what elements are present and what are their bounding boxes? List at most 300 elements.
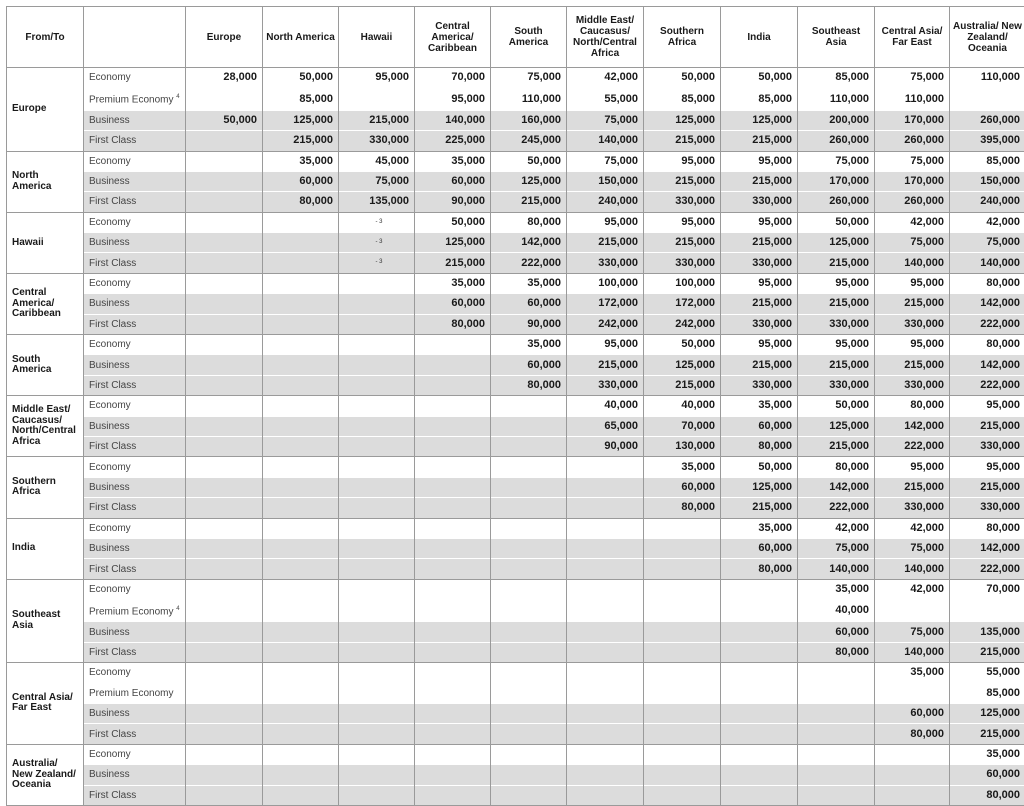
miles-value <box>644 642 721 662</box>
miles-value: 85,000 <box>950 151 1024 171</box>
miles-value: 170,000 <box>798 171 875 191</box>
miles-value: 35,000 <box>798 579 875 599</box>
cabin-class-label: Economy <box>89 217 131 228</box>
miles-value: 95,000 <box>721 212 798 232</box>
table-row <box>7 192 1024 212</box>
origin-region: Hawaii <box>7 212 84 273</box>
miles-value: 140,000 <box>950 253 1024 273</box>
miles-value <box>186 498 263 518</box>
destination-header: South America <box>491 7 567 68</box>
miles-value <box>339 724 415 744</box>
miles-value <box>186 663 263 683</box>
miles-value: 170,000 <box>875 171 950 191</box>
miles-value: 260,000 <box>875 131 950 151</box>
miles-value: 42,000 <box>875 212 950 232</box>
miles-value: 75,000 <box>491 68 567 88</box>
miles-value: 125,000 <box>950 703 1024 723</box>
miles-value <box>491 724 567 744</box>
cabin-class-label: Business <box>89 627 130 638</box>
miles-value: 330,000 <box>798 375 875 395</box>
cabin-class <box>84 233 186 253</box>
miles-value: 330,000 <box>721 192 798 212</box>
miles-value: 215,000 <box>263 131 339 151</box>
corner-header: From/To <box>7 7 84 68</box>
cabin-class-label: First Class <box>89 319 136 330</box>
table-row <box>7 253 1024 273</box>
miles-value: 90,000 <box>415 192 491 212</box>
miles-value: 35,000 <box>415 273 491 293</box>
miles-value: 142,000 <box>950 538 1024 558</box>
miles-value <box>721 703 798 723</box>
miles-value: 85,000 <box>798 68 875 88</box>
miles-value <box>263 559 339 579</box>
destination-header: India <box>721 7 798 68</box>
miles-value <box>263 396 339 416</box>
miles-value <box>186 396 263 416</box>
miles-value: 172,000 <box>567 294 644 314</box>
miles-value <box>415 477 491 497</box>
cabin-class-label: First Class <box>89 135 136 146</box>
miles-value: 75,000 <box>798 151 875 171</box>
miles-value: 140,000 <box>567 131 644 151</box>
miles-value: 75,000 <box>875 151 950 171</box>
miles-value <box>491 477 567 497</box>
miles-value <box>186 273 263 293</box>
cabin-class <box>84 538 186 558</box>
miles-value: 55,000 <box>567 88 644 110</box>
miles-value: 40,000 <box>567 396 644 416</box>
miles-value: 215,000 <box>415 253 491 273</box>
miles-value: 225,000 <box>415 131 491 151</box>
miles-value: 75,000 <box>875 233 950 253</box>
cabin-class <box>84 88 186 110</box>
miles-value: 80,000 <box>491 212 567 232</box>
cabin-class <box>84 314 186 334</box>
miles-value <box>263 663 339 683</box>
miles-value: 215,000 <box>875 294 950 314</box>
table-row <box>7 396 1024 416</box>
miles-value <box>339 375 415 395</box>
table-row <box>7 579 1024 599</box>
miles-value: 330,000 <box>721 375 798 395</box>
miles-value <box>186 212 263 232</box>
cabin-class-label: Business <box>89 543 130 554</box>
miles-value <box>491 416 567 436</box>
table-row <box>7 233 1024 253</box>
miles-value: 75,000 <box>875 622 950 642</box>
miles-value <box>567 477 644 497</box>
miles-value: 85,000 <box>644 88 721 110</box>
miles-value <box>415 724 491 744</box>
miles-value: 142,000 <box>950 355 1024 375</box>
cabin-class-label: Business <box>89 708 130 719</box>
destination-header: Europe <box>186 7 263 68</box>
miles-value: 75,000 <box>875 68 950 88</box>
miles-value: 50,000 <box>415 212 491 232</box>
cabin-class-label: Business <box>89 482 130 493</box>
miles-value: 35,000 <box>721 396 798 416</box>
table-row <box>7 151 1024 171</box>
cabin-class <box>84 436 186 456</box>
cabin-class-label: First Class <box>89 647 136 658</box>
miles-value: 215,000 <box>875 477 950 497</box>
miles-value <box>263 212 339 232</box>
miles-value: 80,000 <box>798 642 875 662</box>
destination-header: Central America/ Caribbean <box>415 7 491 68</box>
miles-value <box>339 396 415 416</box>
miles-value <box>415 744 491 764</box>
miles-value <box>186 131 263 151</box>
miles-value: - 3 <box>339 212 415 232</box>
miles-value: 142,000 <box>491 233 567 253</box>
miles-value <box>798 683 875 703</box>
destination-header: Central Asia/ Far East <box>875 7 950 68</box>
miles-value: 110,000 <box>491 88 567 110</box>
miles-value <box>339 477 415 497</box>
cabin-class <box>84 294 186 314</box>
miles-value: 42,000 <box>567 68 644 88</box>
miles-value: 95,000 <box>567 335 644 355</box>
miles-value <box>339 436 415 456</box>
cabin-class <box>84 396 186 416</box>
miles-value: 60,000 <box>950 765 1024 785</box>
miles-value: 95,000 <box>567 212 644 232</box>
miles-value: 95,000 <box>798 335 875 355</box>
cabin-class <box>84 498 186 518</box>
miles-value: 75,000 <box>339 171 415 191</box>
miles-value <box>491 622 567 642</box>
miles-value: 140,000 <box>798 559 875 579</box>
miles-value <box>263 436 339 456</box>
miles-value <box>721 765 798 785</box>
miles-value: 242,000 <box>567 314 644 334</box>
miles-value <box>644 579 721 599</box>
miles-value <box>186 477 263 497</box>
table-row <box>7 622 1024 642</box>
miles-value: 95,000 <box>644 212 721 232</box>
miles-value <box>263 724 339 744</box>
miles-value <box>567 703 644 723</box>
miles-value <box>263 785 339 805</box>
miles-value <box>186 355 263 375</box>
miles-value <box>263 457 339 477</box>
cabin-class-label: Economy <box>89 72 131 83</box>
miles-value: 215,000 <box>950 642 1024 662</box>
miles-value: 42,000 <box>875 518 950 538</box>
miles-value: 80,000 <box>491 375 567 395</box>
cabin-class-label: Economy <box>89 667 131 678</box>
cabin-class <box>84 375 186 395</box>
miles-value <box>491 765 567 785</box>
miles-value <box>186 744 263 764</box>
miles-value: 80,000 <box>644 498 721 518</box>
table-row <box>7 171 1024 191</box>
miles-value: 50,000 <box>798 212 875 232</box>
cabin-class-label: Economy <box>89 749 131 760</box>
miles-value <box>339 663 415 683</box>
cabin-class-label: First Class <box>89 258 136 269</box>
cabin-class-label: First Class <box>89 564 136 575</box>
miles-value <box>644 683 721 703</box>
miles-value <box>721 683 798 703</box>
miles-value <box>263 683 339 703</box>
miles-value <box>721 622 798 642</box>
miles-value <box>263 538 339 558</box>
table-row <box>7 68 1024 88</box>
table-row <box>7 375 1024 395</box>
destination-header: Australia/ New Zealand/ Oceania <box>950 7 1024 68</box>
miles-value <box>186 314 263 334</box>
cabin-class-label: Economy <box>89 156 131 167</box>
miles-value: 125,000 <box>798 416 875 436</box>
cabin-class <box>84 212 186 232</box>
miles-value: 330,000 <box>875 375 950 395</box>
cabin-class-label: Business <box>89 298 130 309</box>
miles-value: 35,000 <box>491 335 567 355</box>
origin-region: North America <box>7 151 84 212</box>
miles-value <box>567 765 644 785</box>
miles-value: 245,000 <box>491 131 567 151</box>
origin-region: Middle East/ Caucasus/ North/Central Africa <box>7 396 84 457</box>
miles-value <box>263 273 339 293</box>
miles-value <box>339 642 415 662</box>
miles-value: 55,000 <box>950 663 1024 683</box>
miles-value <box>339 600 415 622</box>
miles-value <box>491 703 567 723</box>
cabin-class-label: Economy <box>89 462 131 473</box>
miles-value: 95,000 <box>875 457 950 477</box>
origin-region: South America <box>7 335 84 396</box>
miles-value <box>186 538 263 558</box>
miles-value: 150,000 <box>567 171 644 191</box>
miles-value <box>415 518 491 538</box>
table-row <box>7 273 1024 293</box>
miles-value <box>415 642 491 662</box>
miles-value <box>721 600 798 622</box>
miles-value: 215,000 <box>644 375 721 395</box>
miles-value <box>875 600 950 622</box>
miles-value <box>339 703 415 723</box>
miles-value: 330,000 <box>875 314 950 334</box>
miles-value: 172,000 <box>644 294 721 314</box>
miles-value <box>339 559 415 579</box>
cabin-class-label: First Class <box>89 502 136 513</box>
miles-value: 28,000 <box>186 68 263 88</box>
miles-value <box>339 457 415 477</box>
miles-value <box>339 683 415 703</box>
miles-value <box>186 294 263 314</box>
miles-value: - 3 <box>339 253 415 273</box>
miles-value: 215,000 <box>950 724 1024 744</box>
miles-value: 80,000 <box>263 192 339 212</box>
miles-value: 135,000 <box>339 192 415 212</box>
cabin-class-label: First Class <box>89 380 136 391</box>
miles-value <box>491 642 567 662</box>
miles-value <box>798 765 875 785</box>
miles-value: 95,000 <box>950 396 1024 416</box>
miles-value: 330,000 <box>721 314 798 334</box>
miles-value <box>263 294 339 314</box>
miles-value <box>567 498 644 518</box>
miles-value: 45,000 <box>339 151 415 171</box>
cabin-class-label: Economy <box>89 400 131 411</box>
miles-value <box>263 600 339 622</box>
miles-value <box>798 703 875 723</box>
table-row <box>7 477 1024 497</box>
miles-value: 95,000 <box>415 88 491 110</box>
miles-value: 222,000 <box>950 375 1024 395</box>
miles-value <box>186 559 263 579</box>
cabin-class <box>84 518 186 538</box>
table-row <box>7 683 1024 703</box>
miles-value <box>339 294 415 314</box>
miles-value <box>186 88 263 110</box>
miles-value <box>721 785 798 805</box>
miles-value: 215,000 <box>644 171 721 191</box>
miles-value: 150,000 <box>950 171 1024 191</box>
miles-value: 60,000 <box>263 171 339 191</box>
miles-value: 125,000 <box>721 477 798 497</box>
cabin-class <box>84 171 186 191</box>
miles-value <box>721 744 798 764</box>
miles-value: 80,000 <box>950 273 1024 293</box>
cabin-class <box>84 663 186 683</box>
miles-value: 130,000 <box>644 436 721 456</box>
miles-value: 60,000 <box>491 355 567 375</box>
miles-value <box>186 416 263 436</box>
miles-value <box>263 622 339 642</box>
miles-value: 60,000 <box>415 294 491 314</box>
table-row <box>7 724 1024 744</box>
miles-value: 330,000 <box>721 253 798 273</box>
miles-value <box>721 724 798 744</box>
cabin-class-label: Business <box>89 237 130 248</box>
cabin-class <box>84 68 186 88</box>
miles-value <box>186 335 263 355</box>
cabin-class-label: First Class <box>89 196 136 207</box>
miles-value <box>415 396 491 416</box>
destination-header: Southern Africa <box>644 7 721 68</box>
miles-value <box>798 785 875 805</box>
table-row <box>7 314 1024 334</box>
miles-value <box>644 765 721 785</box>
miles-value: 140,000 <box>875 559 950 579</box>
miles-value <box>415 538 491 558</box>
miles-value <box>644 600 721 622</box>
table-row <box>7 744 1024 764</box>
miles-value <box>491 538 567 558</box>
miles-value: 330,000 <box>950 498 1024 518</box>
miles-value: 125,000 <box>491 171 567 191</box>
miles-value: 215,000 <box>721 498 798 518</box>
miles-value <box>644 518 721 538</box>
cabin-class <box>84 683 186 703</box>
miles-value <box>415 600 491 622</box>
miles-value <box>491 457 567 477</box>
miles-value <box>567 642 644 662</box>
miles-value <box>415 335 491 355</box>
miles-value: 42,000 <box>875 579 950 599</box>
miles-value <box>186 253 263 273</box>
footnote-marker: 4 <box>176 606 179 612</box>
miles-value: 95,000 <box>950 457 1024 477</box>
miles-value: 80,000 <box>798 457 875 477</box>
miles-value: 125,000 <box>644 355 721 375</box>
miles-value: 75,000 <box>798 538 875 558</box>
miles-value <box>415 355 491 375</box>
miles-value <box>339 538 415 558</box>
table-row <box>7 335 1024 355</box>
miles-value <box>721 642 798 662</box>
miles-value: 215,000 <box>950 416 1024 436</box>
miles-value <box>721 663 798 683</box>
miles-value: 215,000 <box>567 233 644 253</box>
miles-value <box>263 314 339 334</box>
miles-value <box>186 785 263 805</box>
miles-value: 95,000 <box>798 273 875 293</box>
miles-value: 50,000 <box>491 151 567 171</box>
miles-value: 140,000 <box>415 110 491 130</box>
miles-value <box>567 600 644 622</box>
miles-value <box>567 785 644 805</box>
cabin-class-label: Premium Economy <box>89 95 173 106</box>
cabin-class-label: Business <box>89 115 130 126</box>
destination-header: North America <box>263 7 339 68</box>
miles-value: 80,000 <box>950 518 1024 538</box>
award-chart-table <box>6 6 1024 806</box>
cabin-class-label: Business <box>89 176 130 187</box>
miles-value <box>567 579 644 599</box>
table-row <box>7 294 1024 314</box>
miles-value <box>263 355 339 375</box>
miles-value <box>644 703 721 723</box>
miles-value: 222,000 <box>491 253 567 273</box>
table-row <box>7 600 1024 622</box>
miles-value <box>491 396 567 416</box>
miles-value <box>415 663 491 683</box>
miles-value <box>491 579 567 599</box>
miles-value <box>415 498 491 518</box>
table-row <box>7 457 1024 477</box>
header-row <box>7 7 1024 68</box>
miles-value: 60,000 <box>875 703 950 723</box>
miles-value: 125,000 <box>798 233 875 253</box>
miles-value <box>186 151 263 171</box>
cabin-class <box>84 131 186 151</box>
miles-value <box>186 375 263 395</box>
table-row <box>7 663 1024 683</box>
miles-value: 75,000 <box>875 538 950 558</box>
miles-value <box>186 703 263 723</box>
miles-value: 142,000 <box>875 416 950 436</box>
miles-value: 65,000 <box>567 416 644 436</box>
miles-value: 215,000 <box>721 294 798 314</box>
miles-value <box>263 744 339 764</box>
cabin-class-label: Economy <box>89 339 131 350</box>
table-row <box>7 785 1024 805</box>
cabin-class <box>84 477 186 497</box>
miles-value <box>567 724 644 744</box>
miles-value: 215,000 <box>798 355 875 375</box>
miles-value <box>491 518 567 538</box>
cabin-class-label: First Class <box>89 441 136 452</box>
miles-value <box>644 538 721 558</box>
miles-value: 215,000 <box>875 355 950 375</box>
miles-value: 50,000 <box>644 335 721 355</box>
miles-value <box>875 785 950 805</box>
miles-value <box>339 579 415 599</box>
miles-value <box>339 622 415 642</box>
